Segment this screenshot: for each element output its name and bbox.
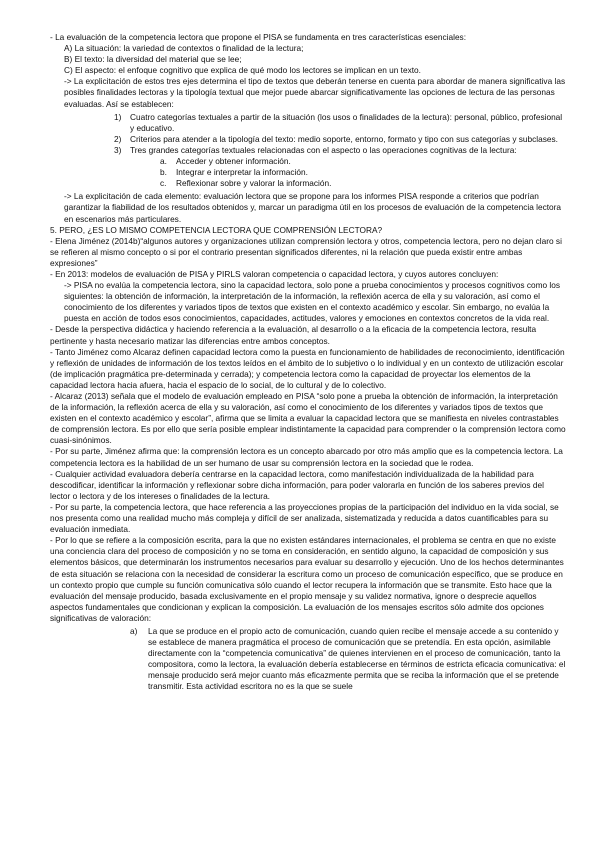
sub-item [160,156,566,167]
numbered-item-text: Cuatro categorías textuales a partir de la situación (los usos o finalidades de la lectura): personal, público, profesional y educativo. [130,111,563,133]
list-marker: b. [160,167,167,178]
list-marker: a. [160,156,167,167]
sub-item-text: Reflexionar sobre y valorar la información. [176,178,332,189]
list-marker: a) [130,625,138,636]
numbered-item [114,133,566,145]
explicitacion-paragraph: -> La explicitación de estos tres ejes determina el tipo de textos que deberán tenerse en cuenta para abordar de manera significativa las posibles finalidades lectoras y la tipología textual que mejor puede abarcar significativamente las opciones de lectura de las personas evaluadas. Así se establecen: [64,76,566,109]
numbered-item [114,111,566,134]
sub-item [160,167,566,178]
numbered-item [114,144,566,189]
alpha-item-text: La que se produce en el propio acto de comunicación, cuando quien recibe el mensaje accede a su contenido y se establece de manera pragmática el proceso de comunicación que se pretendía. En esta opción, asimilable directamente con la “competencia comunicativa” de quienes intervienen en el proceso de comunicación, tanto la compositora, como la lectora, la evaluación debería establecerse en términos de estricta eficacia comunicativa: el mensaje producido será mejor cuanto más eficazmente permita que se reciba la información que el se pretende transmitir. Esta actividad escritora no es la que se suele [148,625,566,692]
paragraph-alcaraz: - Alcaraz (2013) señala que el modelo de evaluación empleado en PISA “solo pone a prueba la obtención de información, la interpretación de la información, la reflexión acerca de ella y su valoración, así como el conocimiento de los diferentes y variados tipos de textos que existen en el contexto académico y escolar”, afirma que se limita a evaluar la capacidad lectora que se manifiesta en niveles contrastables de comprensión lectora. Es por ello que sería posible emplear indistintamente la capacidad para comprender o la comprensión lectora como cuasi-sinónimos. [50,391,566,446]
numbered-item-text: Criterios para atender a la tipología del texto: medio soporte, entorno, formato y tipo con sus categorías y subclases. [130,133,558,144]
characteristic-item: A) La situación: la variedad de contextos o finalidad de la lectura; [64,43,304,54]
sub-item-text: Integrar e interpretar la información. [176,167,308,178]
sub-item [160,178,566,189]
list-marker: 2) [114,133,122,144]
characteristic-item: B) El texto: la diversidad del material que se lee; [64,54,242,65]
characteristic-item: C) El aspecto: el enfoque cognitivo que explica de qué modo los lectores se implican en un texto. [64,65,421,76]
numbered-item-text: Tres grandes categorías textuales relacionadas con el aspecto o las operaciones cognitivas de la lectura: [130,144,517,155]
alpha-item [130,625,566,693]
paragraph-composicion: - Por lo que se refiere a la composición escrita, para la que no existen estándares internacionales, el problema se centra en que no existe una conciencia clara del proceso de composición y no se toma en consideración, en sentido alguno, la capacidad de composición y sus elementos básicos, que determinarán los instrumentos necesarios para evaluar su desarrollo y ejecución. Uno de los hechos determinantes de esta situación se relaciona con la necesidad de considerar la escritura como un proceso de comunicación específico, que se produce en un contexto propio que cumple su función comunicativa sólo cuando el lector recupera la información que se transmite. Esto hace que la evaluación del mensaje producido, basada exclusivamente en el propio mensaje y su validez normativa, ignore o desprecie aquellos aspectos fundamentales que condicionan y explican la composición. La evaluación de los mensajes escritos sólo admite dos opciones significativas de valoración: [50,535,564,623]
list-marker: c. [160,178,167,189]
paragraph-actividad: - Cualquier actividad evaluadora debería centrarse en la capacidad lectora, como manifestación individualizada de la habilidad para descodificar, identificar la información y reflexionar sobre dicha información, para poder valorarla en función de los saberes previos del lector o lectora y de los intereses o finalidades de la lectura. [50,468,544,501]
paragraph-pisa: -> PISA no evalúa la competencia lectora, sino la capacidad lectora, solo pone a prueba conocimientos y procesos cognitivos como los siguientes: la obtención de información, la interpretación de la información, la reflexión acerca de ella y su valoración, así como el conocimiento de los diferentes y variados tipos de textos que existen en el contexto académico y escolar. Sin embargo, no evalúa la puesta en acción de todos esos conocimientos, capacidades, actitudes, valores y emociones en contextos concretos de la vida real. [64,280,561,324]
intro-paragraph: - La evaluación de la competencia lectora que propone el PISA se fundamenta en tres características esenciales: [50,32,467,42]
characteristics-list [50,43,566,76]
sub-list [130,156,566,189]
list-marker: 3) [114,144,122,155]
sub-item-text: Acceder y obtener información. [176,156,291,167]
paragraph-jimenez: - Por su parte, Jiménez afirma que: la comprensión lectora es un concepto abarcado por otro más amplio que es la competencia lectora. La competencia lectora es la habilidad de un ser humano de usar su comprensión lectora en la sociedad que le rodea. [50,446,563,468]
numbered-list [50,112,566,190]
explicitacion-paragraph-2: -> La explicitación de cada elemento: evaluación lectora que se propone para los informes PISA responde a criterios que podrían garantizar la fiabilidad de los resultados obtenidos y, marcar un paradigma útil en los procesos de evaluación de la competencia lectora en escenarios más particulares. [64,191,562,224]
paragraph-elena: - Elena Jiménez (2014b)“algunos autores y organizaciones utilizan comprensión lectora y otros, competencia lectora, pero no dejan claro si se refieren al mismo concepto o si por el contrario presentan significados diferentes, ni la relación que pueda existir entre ambas expresiones” [50,235,562,268]
paragraph-2013: - En 2013: modelos de evaluación de PISA y PIRLS valoran competencia o capacidad lectora, y cuyos autores concluyen: [50,268,499,279]
section-heading: 5. PERO, ¿ES LO MISMO COMPETENCIA LECTORA QUE COMPRENSIÓN LECTORA? [50,224,383,235]
paragraph-por-su-parte: - Por su parte, la competencia lectora, que hace referencia a las proyecciones propias de la participación del individuo en la vida social, se nos presenta como una realidad mucho más compleja y difícil de ser analizada, sistematizada y reducida a datos cuantificables para su evaluación inmediata. [50,501,559,535]
paragraph-didactica: - Desde la perspectiva didáctica y haciendo referencia a la evaluación, al desarrollo o a la eficacia de la competencia lectora, resulta pertinente y hasta necesario matizar las diferencias entre ambos conceptos. [50,324,537,346]
alpha-list [50,626,566,693]
list-marker: 1) [114,111,122,122]
paragraph-tanto: - Tanto Jiménez como Alcaraz definen capacidad lectora como la puesta en funcionamiento de habilidades de reconocimiento, identificación y reflexión de unidades de información de los textos leídos en el ámbito de lo subjetivo o lo individual y en un contexto de utilización escolar (de implicación pragmática pre-determinada y cerrada); y competencia lectora como la capacidad de proyectar los elementos de la capacidad lectora hacia afuera, hacia el espacio de lo social, de lo cultural y de lo colectivo. [50,346,565,390]
